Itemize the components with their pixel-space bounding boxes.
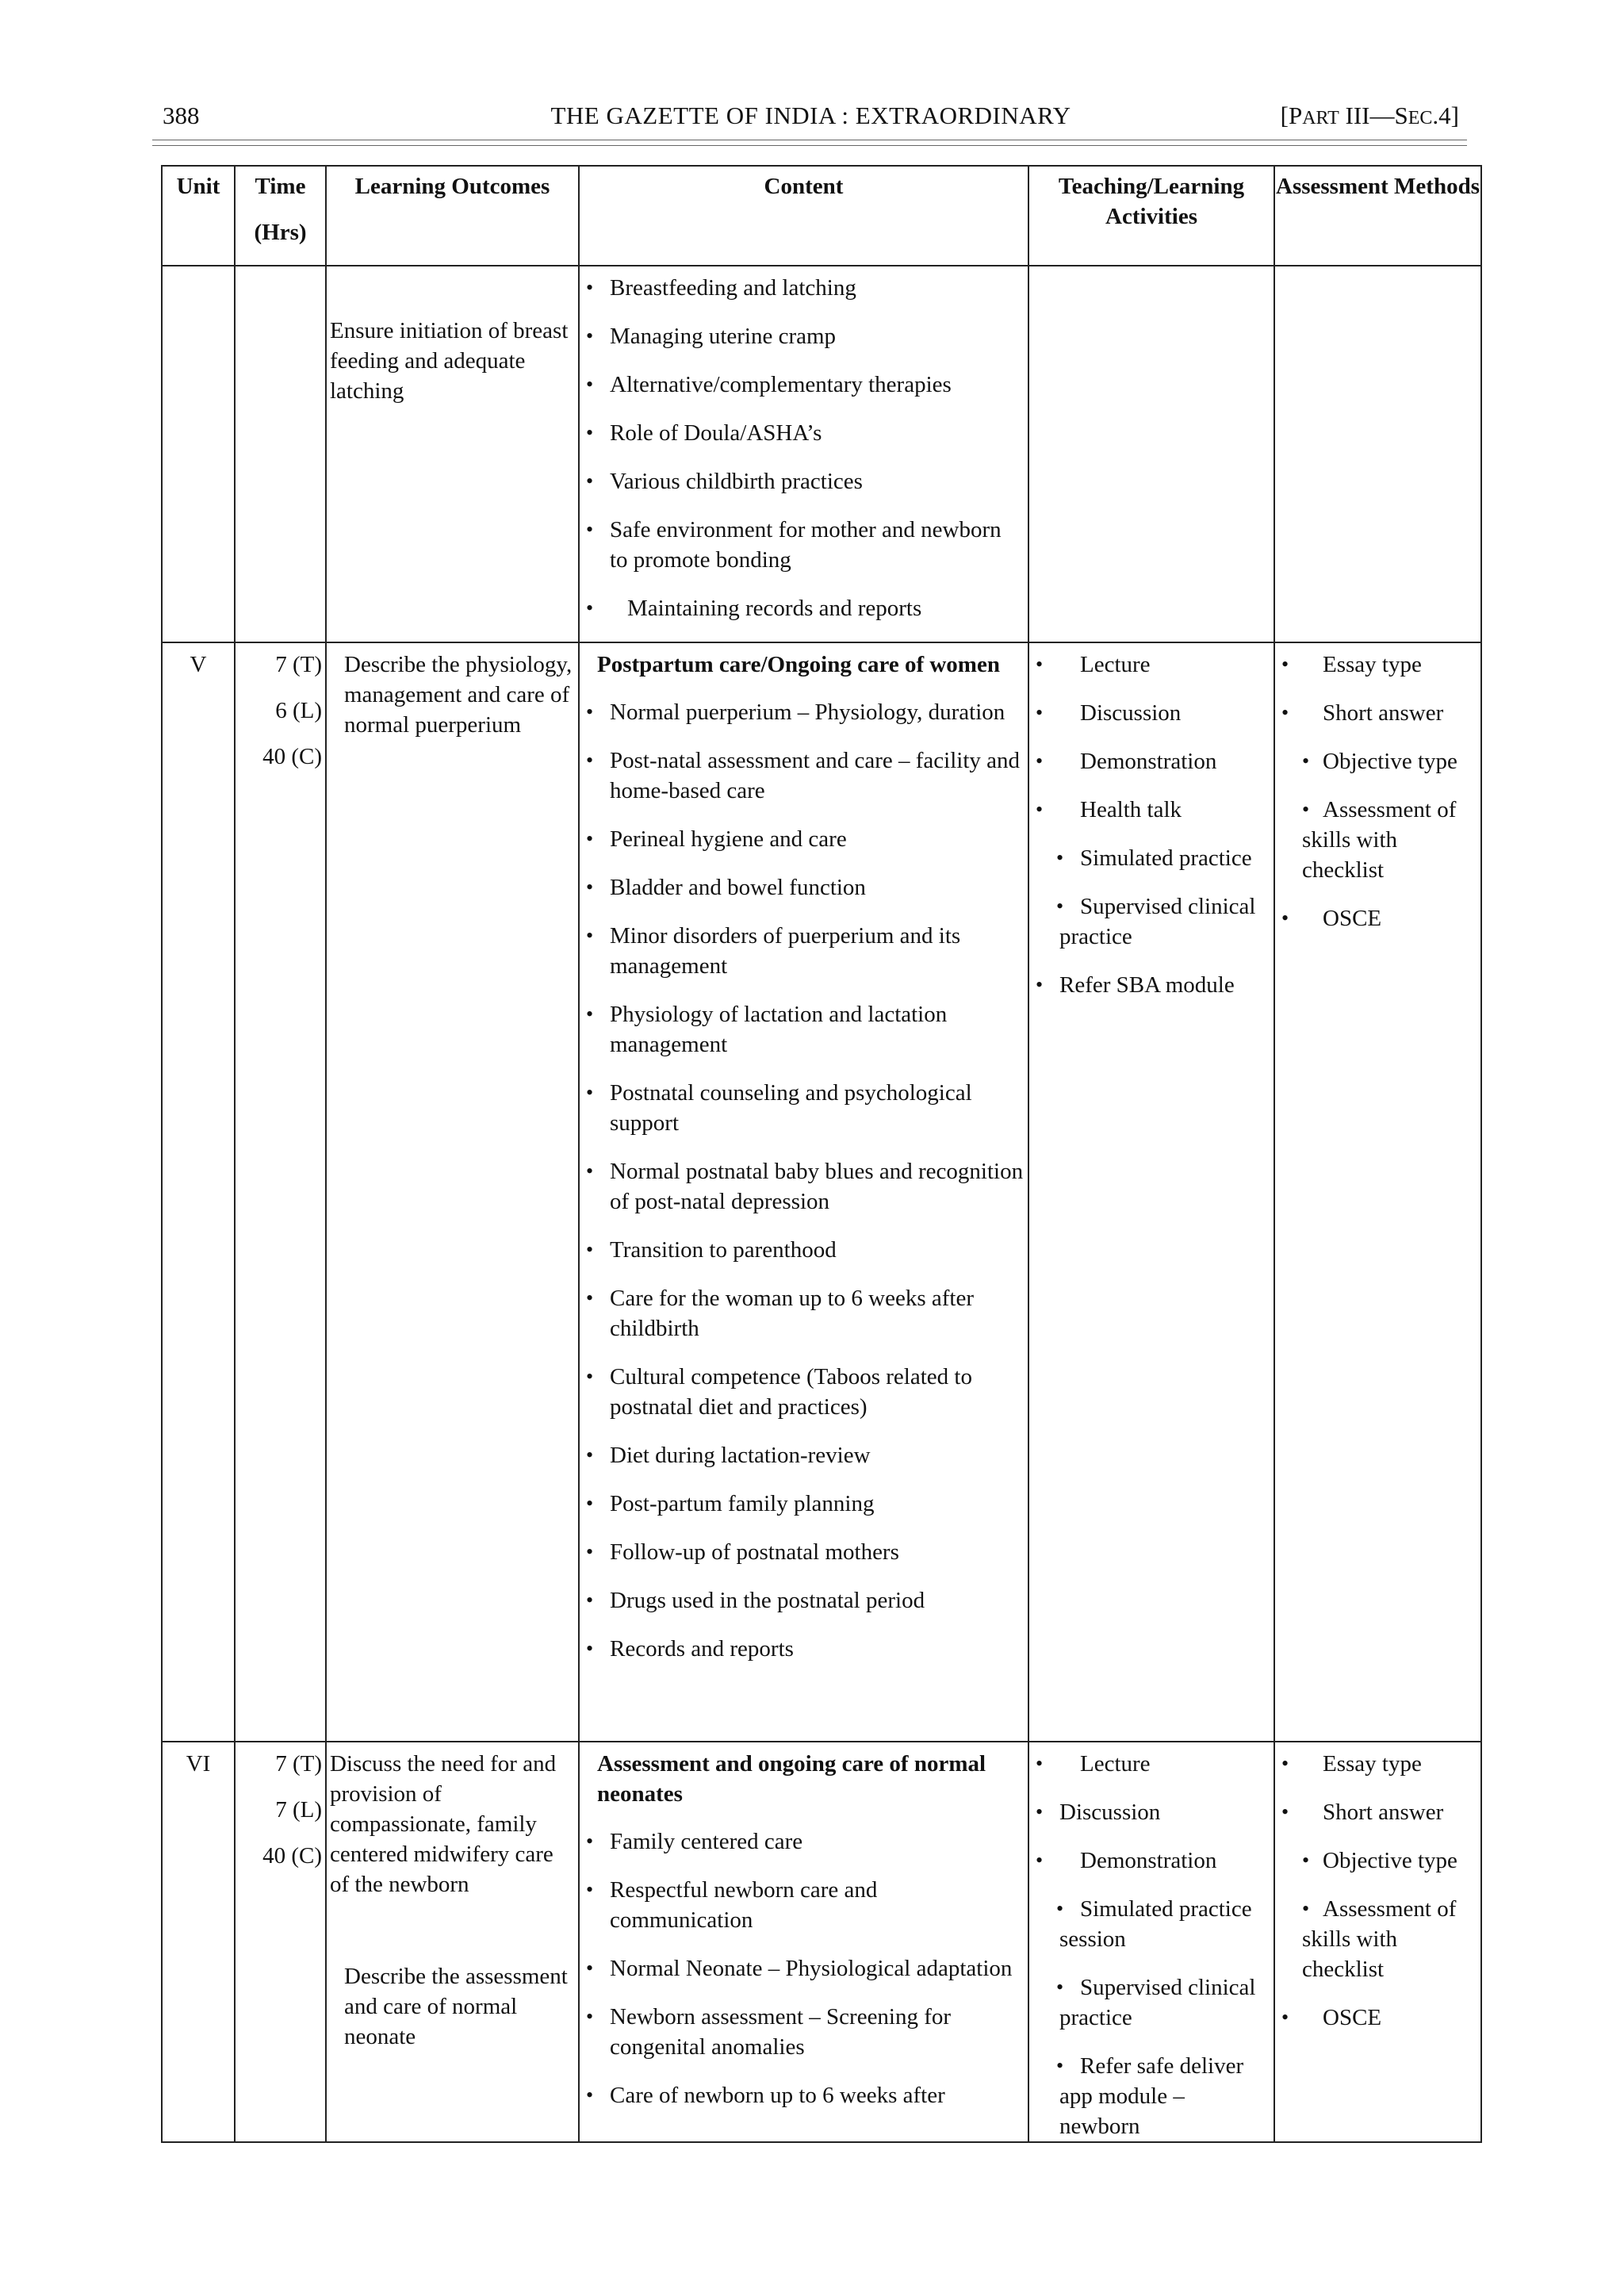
list-item: • Normal Neonate – Physiological adaptation [583,1953,1025,1984]
list-item: • Discussion [1032,1797,1270,1827]
list-item: • OSCE [1278,2003,1477,2033]
list-item: • Role of Doula/ASHA’s [583,418,1025,448]
list-item: • Assessment of skills with checklist [1278,1894,1477,1984]
list-item: • Bladder and bowel function [583,872,1025,903]
assessment-cell [1274,1742,1481,2142]
list-item: • Objective type [1278,746,1477,776]
col-header-time: Time (Hrs) [235,166,326,266]
time-theory: 7 (T) [275,652,322,677]
list-item: • Maintaining records and reports [583,593,1025,623]
list-item: • Care for the woman up to 6 weeks after childbirth [583,1283,1025,1343]
activities-cell [1028,266,1274,642]
list-item: • Records and reports [583,1634,1025,1664]
list-item: • Drugs used in the postnatal period [583,1585,1025,1616]
list-item: • Follow-up of postnatal mothers [583,1537,1025,1567]
unit-cell [162,266,235,642]
list-item: • Health talk [1032,795,1270,825]
activities-cell [1028,1742,1274,2142]
list-item: • Care of newborn up to 6 weeks after [583,2080,1025,2110]
list-item: • Post-partum family planning [583,1489,1025,1519]
list-item: • Respectful newborn care and communication [583,1875,1025,1935]
time-theory: 7 (T) [275,1751,322,1777]
table-row [162,1742,1481,2142]
time-cell [235,642,326,1742]
time-cell [235,1742,326,2142]
gazette-title: THE GAZETTE OF INDIA : EXTRAORDINARY [550,102,1071,129]
time-clinical: 40 (C) [262,1843,322,1869]
list-item: • Normal postnatal baby blues and recognition of post-natal depression [583,1156,1025,1217]
list-item: • Refer safe deliver app module – newborn [1032,2051,1270,2141]
table-header-row [162,166,1481,266]
time-cell [235,266,326,642]
list-item: • Refer SBA module [1032,970,1270,1000]
list-item: • Demonstration [1032,1846,1270,1876]
unit-cell: VI [162,1742,235,2142]
part-section-label: [PART III—SEC.4] [1280,102,1459,129]
time-lab: 7 (L) [275,1797,322,1823]
col-header-learning-outcomes: Learning Outcomes [326,166,579,266]
list-item: • Family centered care [583,1826,1025,1857]
table-row [162,266,1481,642]
table-row [162,642,1481,1742]
header-rule [152,145,1467,146]
content-cell [579,1742,1028,2142]
content-cell [579,266,1028,642]
learning-outcome: Describe the assessment and care of normal neonate [344,1964,568,2049]
content-cell [579,642,1028,1742]
col-header-assessment: Assessment Methods [1274,166,1481,266]
col-header-content: Content [579,166,1028,266]
content-section-title: Postpartum care/Ongoing care of women [597,652,1000,677]
col-header-activities: Teaching/Learning Activities [1028,166,1274,266]
learning-outcome: Discuss the need for and provision of compassionate, family centered midwifery care of the newborn [330,1751,557,1897]
list-item: • Transition to parenthood [583,1235,1025,1265]
list-item: • Lecture [1032,1749,1270,1779]
learning-outcomes-cell [326,642,579,1742]
list-item: • Assessment of skills with checklist [1278,795,1477,885]
list-item: • Objective type [1278,1846,1477,1876]
time-clinical: 40 (C) [262,744,322,769]
list-item: • Simulated practice [1032,843,1270,873]
list-item: • Post-natal assessment and care – facility and home-based care [583,746,1025,806]
list-item: • Essay type [1278,1749,1477,1779]
list-item: • Simulated practice session [1032,1894,1270,1954]
list-item: • Physiology of lactation and lactation management [583,999,1025,1060]
learning-outcome: Describe the physiology, management and care of normal puerperium [344,652,573,738]
learning-outcome: Ensure initiation of breast feeding and adequate latching [330,318,569,404]
list-item: • Cultural competence (Taboos related to postnatal diet and practices) [583,1362,1025,1422]
page-header [163,100,1459,132]
assessment-cell [1274,266,1481,642]
list-item: • Essay type [1278,650,1477,680]
list-item: • OSCE [1278,903,1477,933]
assessment-cell [1274,642,1481,1742]
list-item: • Normal puerperium – Physiology, duration [583,697,1025,727]
list-item: • Minor disorders of puerperium and its management [583,921,1025,981]
list-item: • Short answer [1278,698,1477,728]
learning-outcomes-cell [326,266,579,642]
list-item: • Alternative/complementary therapies [583,370,1025,400]
content-section-title: Assessment and ongoing care of normal neonates [597,1751,986,1807]
list-item: • Supervised clinical practice [1032,1972,1270,2033]
list-item: • Short answer [1278,1797,1477,1827]
activities-cell [1028,642,1274,1742]
list-item: • Various childbirth practices [583,466,1025,496]
list-item: • Diet during lactation-review [583,1440,1025,1470]
list-item: • Postnatal counseling and psychological support [583,1078,1025,1138]
list-item: • Newborn assessment – Screening for congenital anomalies [583,2002,1025,2062]
list-item: • Managing uterine cramp [583,321,1025,351]
page-number: 388 [163,102,200,129]
unit-cell: V [162,642,235,1742]
list-item: • Lecture [1032,650,1270,680]
list-item: • Demonstration [1032,746,1270,776]
syllabus-table [161,165,1482,2143]
time-lab: 6 (L) [275,698,322,723]
list-item: • Perineal hygiene and care [583,824,1025,854]
list-item: • Discussion [1032,698,1270,728]
list-item: • Breastfeeding and latching [583,273,1025,303]
list-item: • Supervised clinical practice [1032,891,1270,952]
col-header-unit: Unit [162,166,235,266]
list-item: • Safe environment for mother and newborn to promote bonding [583,515,1025,575]
learning-outcomes-cell [326,1742,579,2142]
